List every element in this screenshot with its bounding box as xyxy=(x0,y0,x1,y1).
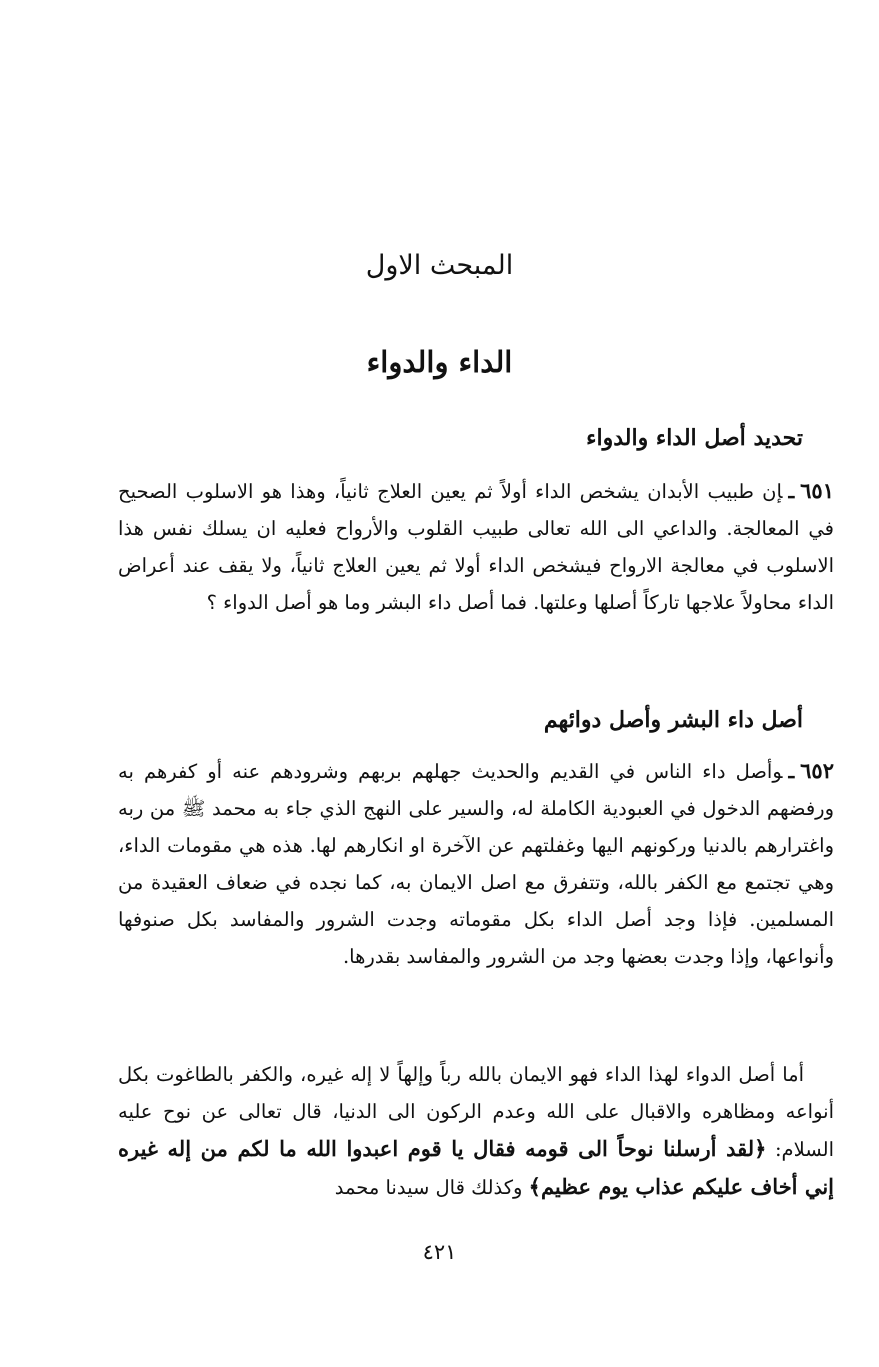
paragraph-652 xyxy=(118,752,834,975)
subheading-origin-of-disease-and-cure: تحديد أصل الداء والدواء xyxy=(586,425,803,451)
paragraph-cure xyxy=(118,1056,834,1206)
paragraph-number: ٦٥٢ xyxy=(800,758,834,783)
section-title: المبحث الاول xyxy=(365,250,514,281)
subheading-human-disease-and-cure: أصل داء البشر وأصل دوائهم xyxy=(543,707,803,733)
page-number: ٤٢١ xyxy=(422,1240,457,1264)
paragraph-text-continued: وكذلك قال سيدنا محمد xyxy=(334,1176,523,1199)
paragraph-651 xyxy=(118,472,834,621)
paragraph-text: إن طبيب الأبدان يشخص الداء أولاً ثم يعين العلاج ثانياً، وهذا هو الاسلوب الصحيح في المعالجة. والداعي الى الله تعالى طبيب القلوب والأرواح فعليه ان يسلك نفس هذا الاسلوب في معالجة الارواح فيشخص الداء أولا ثم يعين العلاج ثانياً، ولا يقف عند أعراض الداء محاولاً علاجها تاركاً أصلها وعلتها. فما أصل داء البشر وما هو أصل الدواء ؟ xyxy=(118,480,834,614)
paragraph-number: ٦٥١ xyxy=(800,478,834,503)
paragraph-text: أما أصل الدواء لهذا الداء فهو الايمان بالله رباً وإلهاً لا إله غيره، والكفر بالطاغوت بكل أنواعه ومظاهره والاقبال على الله وعدم الركون الى الدنيا، قال تعالى عن نوح عليه السلام: xyxy=(118,1063,834,1161)
paragraph-text: وأصل داء الناس في القديم والحديث جهلهم بربهم وشرودهم عنه أو كفرهم به ورفضهم الدخول في العبودية الكاملة له، والسير على النهج الذي جاء به محمد ﷺ من ربه واغترارهم بالدنيا وركونهم اليها وغفلتهم عن الآخرة او انكارهم لها. هذه هي مقومات الداء، وهي تجتمع مع الكفر بالله، وتتفرق مع اصل الايمان به، كما نجده في ضعاف العقيدة من المسلمين. فإذا وجد أصل الداء بكل مقوماته وجدت الشرور والمفاسد بكل صنوفها وأنواعها، وإذا وجدت بعضها وجد من الشرور والمفاسد بقدرها. xyxy=(118,760,834,968)
paragraph-dash: ـ xyxy=(788,760,795,783)
quran-verse: ﴿لقد أرسلنا نوحاً الى قومه فقال يا قوم اعبدوا الله ما لكم من إله غيره إني أخاف عليكم عذاب يوم عظيم﴾ xyxy=(118,1136,834,1199)
paragraph-dash: ـ xyxy=(788,480,795,503)
chapter-title: الداء والدواء xyxy=(366,345,513,379)
